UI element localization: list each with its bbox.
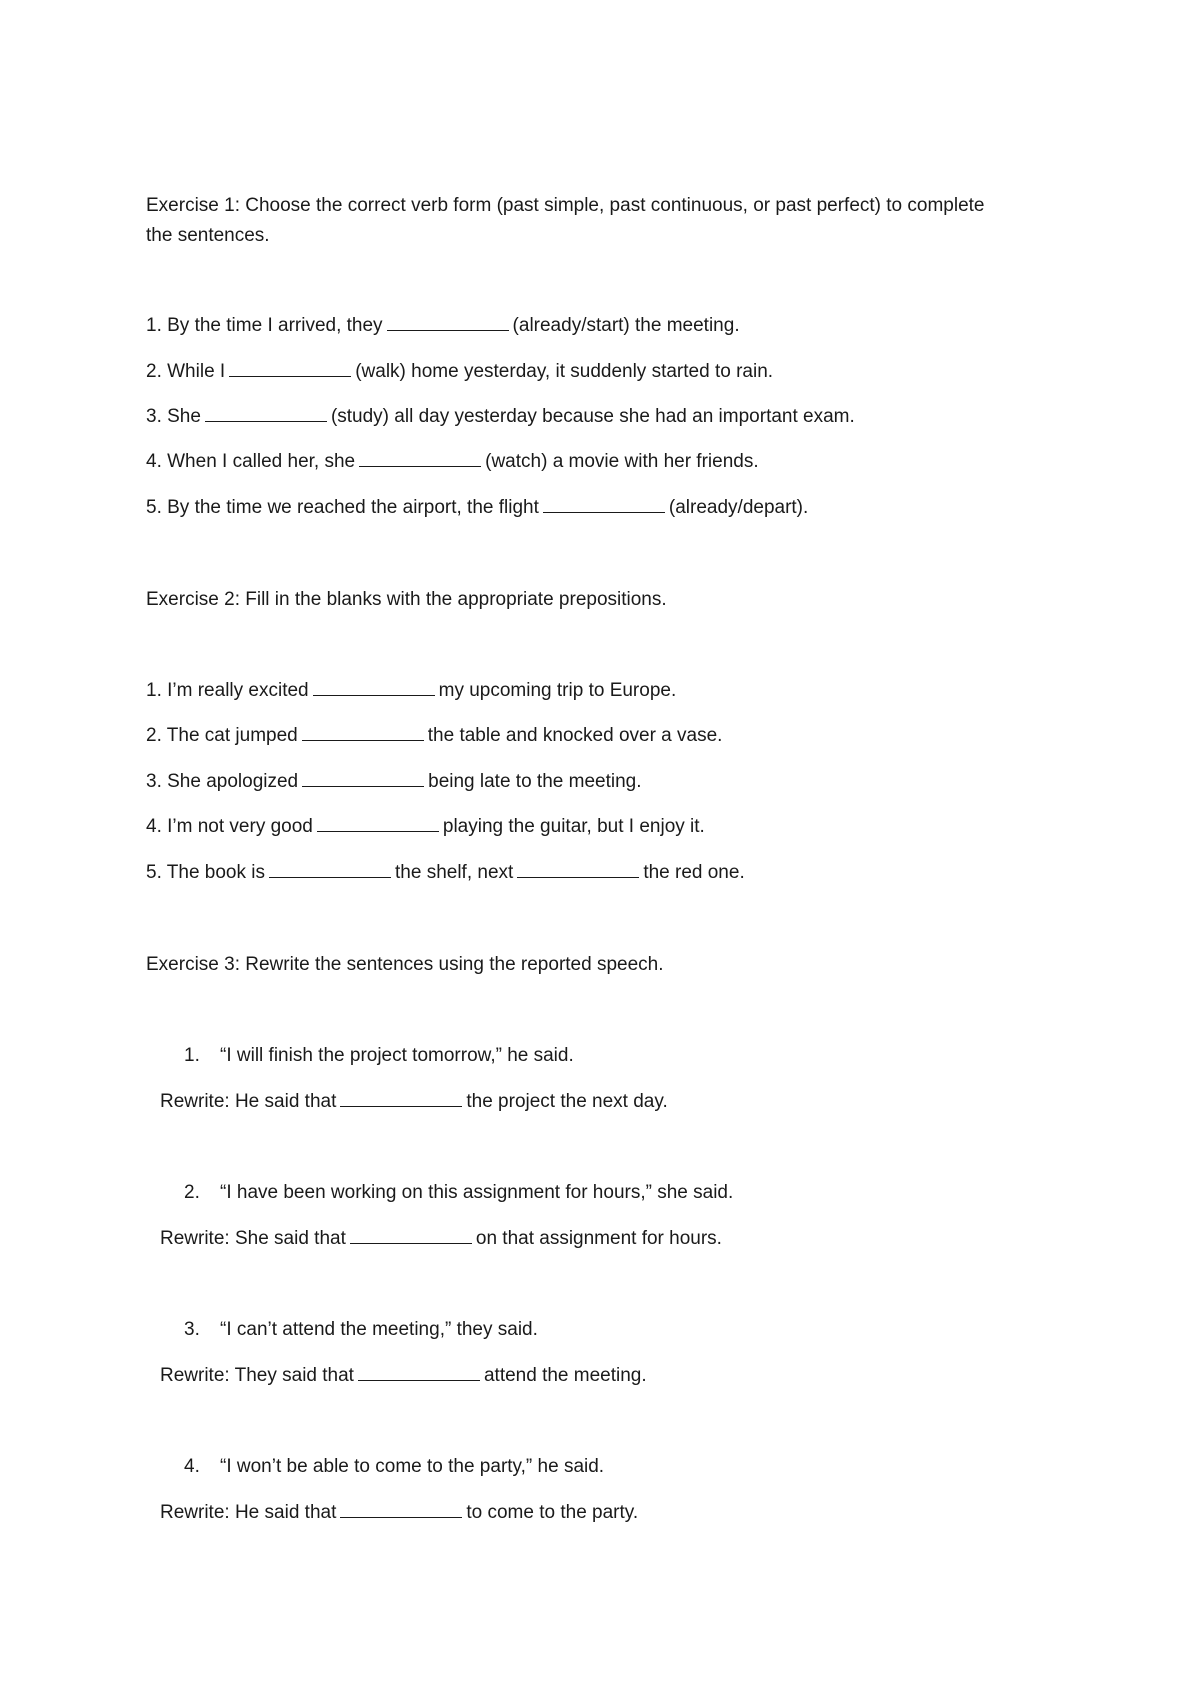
item-text-before: 5. The book is [146,862,266,883]
answer-blank [205,403,327,422]
answer-blank [543,494,665,513]
rewrite-text-before: Rewrite: They said that [160,1365,354,1386]
exercise-3-quote-3 [184,1316,538,1344]
exercise-3-quote-1 [184,1042,574,1070]
item-text-before: 1. I’m really excited [146,680,309,701]
item-text-before: 5. By the time we reached the airport, the flight [146,497,539,518]
item-text-after: the red one. [643,862,745,883]
answer-blank [313,677,435,696]
item-text-before: 3. She [146,406,201,427]
exercise-1-item-5 [146,494,808,522]
exercise-3-quote-2 [184,1179,733,1207]
answer-blank [517,859,639,878]
item-text-after: playing the guitar, but I enjoy it. [442,816,705,837]
exercise-2-item-1 [146,677,676,705]
exercise-2-item-4 [146,813,705,841]
list-number: 3. [184,1319,200,1340]
quote-text: “I can’t attend the meeting,” they said. [220,1319,538,1340]
rewrite-text-after: on that assignment for hours. [475,1228,722,1249]
list-number: 1. [184,1045,200,1066]
list-number: 2. [184,1182,200,1203]
item-text-after: the table and knocked over a vase. [427,725,723,746]
item-text-after: (already/start) the meeting. [512,315,740,336]
item-text-middle: the shelf, next [395,862,514,883]
quote-text: “I have been working on this assignment for hours,” she said. [220,1182,734,1203]
exercise-3-rewrite-3 [160,1362,647,1390]
item-text-after: my upcoming trip to Europe. [438,680,677,701]
exercise-1-item-4 [146,448,759,476]
answer-blank [358,1362,480,1381]
answer-blank [340,1499,462,1518]
exercise-1-item-3 [146,403,855,431]
item-text-before: 4. When I called her, she [146,451,356,472]
item-text-after: being late to the meeting. [428,771,642,792]
answer-blank [302,722,424,741]
item-text-after: (watch) a movie with her friends. [485,451,759,472]
answer-blank [387,312,509,331]
quote-text: “I won’t be able to come to the party,” he said. [220,1456,605,1477]
exercise-2-item-2 [146,722,722,750]
quote-text: “I will finish the project tomorrow,” he said. [220,1045,574,1066]
exercise-3-heading: Exercise 3: Rewrite the sentences using the reported speech. [146,954,664,975]
item-text-after: (already/depart). [668,497,809,518]
item-text-after: (study) all day yesterday because she had an important exam. [330,406,855,427]
exercise-2-heading: Exercise 2: Fill in the blanks with the appropriate prepositions. [146,589,667,610]
exercise-3-rewrite-1 [160,1088,668,1116]
rewrite-text-before: Rewrite: He said that [160,1091,337,1112]
answer-blank [350,1225,472,1244]
answer-blank [302,768,424,787]
rewrite-text-after: to come to the party. [466,1502,639,1523]
exercise-3-rewrite-2 [160,1225,722,1253]
answer-blank [269,859,391,878]
answer-blank [317,813,439,832]
rewrite-text-before: Rewrite: He said that [160,1502,337,1523]
exercise-1-item-1 [146,312,740,340]
answer-blank [359,448,481,467]
exercise-3-quote-4 [184,1453,604,1481]
item-text-before: 2. The cat jumped [146,725,298,746]
exercise-1-heading-line-2: the sentences. [146,225,270,246]
item-text-before: 1. By the time I arrived, they [146,315,383,336]
exercise-2-item-3 [146,768,642,796]
list-number: 4. [184,1456,200,1477]
answer-blank [229,358,351,377]
exercise-2-item-5 [146,859,745,887]
item-text-before: 2. While I [146,361,226,382]
item-text-after: (walk) home yesterday, it suddenly started to rain. [355,361,774,382]
exercise-3-rewrite-4 [160,1499,638,1527]
item-text-before: 3. She apologized [146,771,299,792]
rewrite-text-after: the project the next day. [466,1091,668,1112]
rewrite-text-before: Rewrite: She said that [160,1228,346,1249]
exercise-1-heading-line-1: Exercise 1: Choose the correct verb form (past simple, past continuous, or past perfect) to complete [146,195,985,216]
item-text-before: 4. I’m not very good [146,816,313,837]
exercise-1-item-2 [146,358,773,386]
answer-blank [340,1088,462,1107]
rewrite-text-after: attend the meeting. [483,1365,647,1386]
